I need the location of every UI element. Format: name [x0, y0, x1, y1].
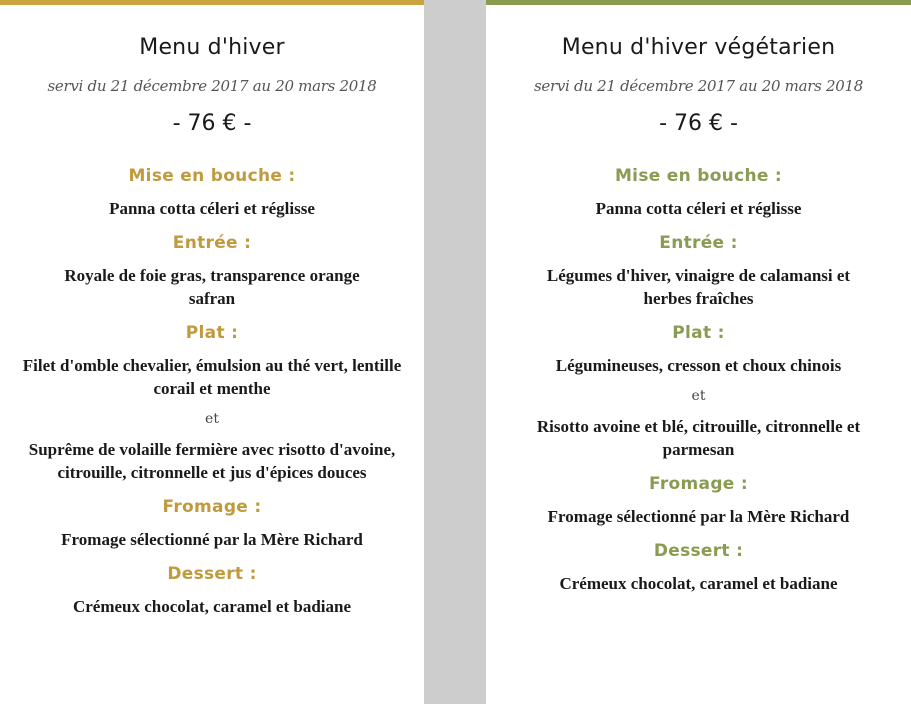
dish: Panna cotta céleri et réglisse: [109, 199, 315, 218]
dish: Royale de foie gras, transparence orange safran: [64, 266, 360, 308]
course-heading: Mise en bouche :: [128, 166, 296, 186]
course-heading: Fromage :: [162, 497, 262, 517]
dish: Crémeux chocolat, caramel et badiane: [72, 597, 352, 616]
dish-separator: et: [205, 411, 219, 427]
dish: Légumes d'hiver, vinaigre de calamansi et herbes fraîches: [546, 266, 851, 308]
course-amuse-bouche: [0, 165, 424, 220]
menu-title: Menu d'hiver: [139, 35, 285, 60]
menu-price: - 76 € -: [659, 111, 738, 136]
course-heading: Dessert :: [653, 541, 744, 561]
dish-alternative: Suprême de volaille fermière avec risotto d'avoine, citrouille, citronnelle et jus d'épices douces: [28, 440, 396, 482]
dish: Filet d'omble chevalier, émulsion au thé vert, lentille corail et menthe: [22, 356, 402, 398]
course-heading: Entrée :: [659, 233, 738, 253]
dish: Fromage sélectionné par la Mère Richard: [61, 530, 363, 549]
course-starter: [0, 232, 424, 310]
course-dessert: [0, 563, 424, 618]
course-starter: [486, 232, 911, 310]
menu-card-winter-vegetarian: [486, 0, 911, 704]
menu-card-winter: [0, 0, 424, 704]
menu-dates: servi du 21 décembre 2017 au 20 mars 2018: [534, 77, 863, 95]
menu-title: Menu d'hiver végétarien: [561, 35, 836, 60]
course-heading: Plat :: [185, 323, 239, 343]
course-dessert: [486, 540, 911, 595]
menu-price: - 76 € -: [172, 111, 252, 136]
course-heading: Dessert :: [167, 564, 257, 584]
course-heading: Mise en bouche :: [614, 166, 783, 186]
course-cheese: [486, 473, 911, 528]
course-heading: Fromage :: [649, 474, 748, 494]
course-amuse-bouche: [486, 165, 911, 220]
dish-alternative: Risotto avoine et blé, citrouille, citronnelle et parmesan: [536, 417, 861, 459]
course-list: [486, 165, 911, 595]
dish-separator: et: [691, 388, 706, 404]
dish: Légumineuses, cresson et choux chinois: [555, 356, 842, 375]
course-main: [0, 322, 424, 484]
menu-dates: servi du 21 décembre 2017 au 20 mars 2018: [47, 77, 377, 95]
course-main: [486, 322, 911, 461]
course-heading: Entrée :: [172, 233, 252, 253]
dish: Crémeux chocolat, caramel et badiane: [559, 574, 838, 593]
dish: Panna cotta céleri et réglisse: [595, 199, 802, 218]
course-heading: Plat :: [672, 323, 725, 343]
dish: Fromage sélectionné par la Mère Richard: [547, 507, 850, 526]
course-list: [0, 165, 424, 618]
course-cheese: [0, 496, 424, 551]
